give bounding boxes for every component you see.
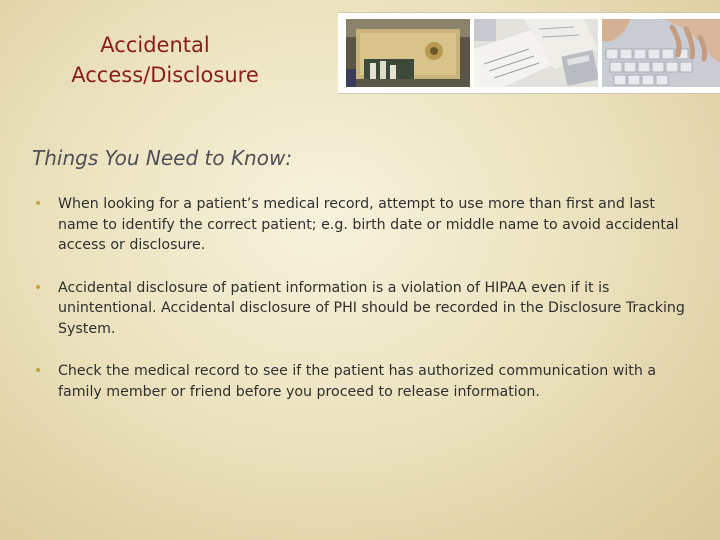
bullet-text: Accidental disclosure of patient information is a violation of HIPAA even if it is unintentional. Accidental disclosure of PHI should be recorded in the Disclosure Tracking System. xyxy=(58,279,685,337)
keyboard-typing-photo xyxy=(602,19,720,87)
list-item xyxy=(30,361,695,402)
paperwork-calculator-photo xyxy=(474,19,598,87)
title-line-2: Access/Disclosure xyxy=(71,63,259,87)
bullet-text: When looking for a patient’s medical record, attempt to use more than first and last name to identify the correct patient; e.g. birth date or middle name to avoid accidental access or disclosure. xyxy=(58,196,679,253)
bullet-icon: • xyxy=(34,279,43,296)
bullet-icon: • xyxy=(34,196,43,212)
subheading: Things You Need to Know: xyxy=(32,146,293,170)
photo-banner xyxy=(338,12,720,94)
file-drawer-photo xyxy=(346,19,470,87)
list-item xyxy=(30,278,695,340)
bullet-list xyxy=(30,194,695,424)
list-item xyxy=(30,194,695,256)
bullet-icon: • xyxy=(34,363,43,379)
bullet-text: Check the medical record to see if the patient has authorized communication with a family member or friend before you proceed to release information. xyxy=(58,363,657,400)
title-line-1: Accidental xyxy=(100,33,210,57)
slide-title xyxy=(0,30,330,90)
